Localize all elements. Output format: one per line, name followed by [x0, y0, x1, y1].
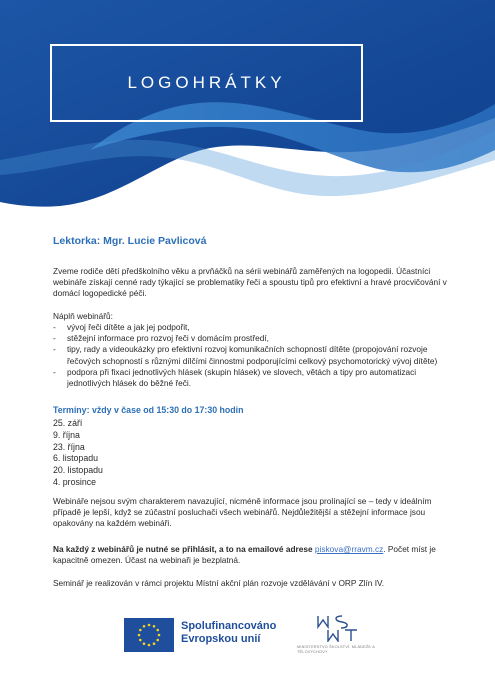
email-link[interactable]: piskova@rravm.cz [314, 544, 384, 554]
intro-paragraph: Zveme rodiče dětí předškolního věku a prvňáčků na sérii webinářů zaměřených na logopedii. Účastníci webináře získají cenné rady týkající se problematiky řeči a spoustu tipů pro efektivní a hravé procvičování v domácí logopedické péči. [53, 266, 447, 299]
date-item: 9. října [53, 429, 80, 440]
dates-list [53, 418, 448, 489]
date-item: 4. prosince [53, 476, 97, 487]
eu-flag-icon [124, 618, 174, 652]
list-item: - podpora při fixaci jednotlivých hlásek (skupin hlásek) ve slovech, větách a tipy pro automatizaci jednotlivých hlásek do běžné řeči. [53, 367, 448, 389]
terms-heading: Termíny: vždy v čase od 15:30 do 17:30 hodin [53, 405, 244, 415]
page-title: LOGOHRÁTKY [127, 73, 286, 92]
date-item: 23. října [53, 441, 85, 452]
date-item: 6. listopadu [53, 453, 98, 464]
lecturer-heading: Lektorka: Mgr. Lucie Pavlicová [53, 235, 207, 247]
msmt-label: MINISTERSTVO ŠKOLSTVÍ, MLÁDEŽE A TĚLOVÝCHOVY [297, 645, 375, 654]
list-item: - vývoj řeči dítěte a jak jej podpořit, [53, 322, 448, 333]
notes-paragraph: Webináře nejsou svým charakterem navazující, nicméně informace jsou prolínající se – tedy v ideálním případě je lepší, když se zúčastní posluchači všech webinářů. Nejdůležitější a stěžejní informace jsou opakovány na každém webináři. [53, 496, 432, 529]
list-item: - stěžejní informace pro rozvoj řeči v domácím prostředí, [53, 333, 448, 344]
topics-list [53, 322, 448, 389]
eu-label-line1: Spolufinancováno [181, 620, 277, 632]
eu-label-line2: Evropskou unií [181, 633, 261, 645]
content-label: Náplň webinářů: [53, 311, 113, 321]
eu-cofinanced-label [181, 620, 276, 646]
msmt-logo-icon [312, 614, 362, 642]
date-item: 20. listopadu [53, 465, 103, 476]
date-item: 25. září [53, 418, 83, 428]
list-item: - tipy, rady a videoukázky pro efektivní rozvoj komunikačních schopností dítěte (propojování rozvoje řečových schopností s různými dílčími činnostmi podporujícími celkový psychomotorický vývoj dítěte) [53, 344, 448, 366]
registration-paragraph [53, 544, 448, 566]
title-frame [50, 44, 363, 122]
funding-note: Seminář je realizován v rámci projektu Místní akční plán rozvoje vzdělávání v ORP Zlín IV. [53, 578, 385, 588]
registration-required-text: Na každý z webinářů je nutné se přihlásit, a to na emailové adrese [53, 544, 313, 554]
registration-rest-text: . Počet míst je kapacitně omezen. Účast na webinaři je bezplatná. [53, 544, 436, 566]
